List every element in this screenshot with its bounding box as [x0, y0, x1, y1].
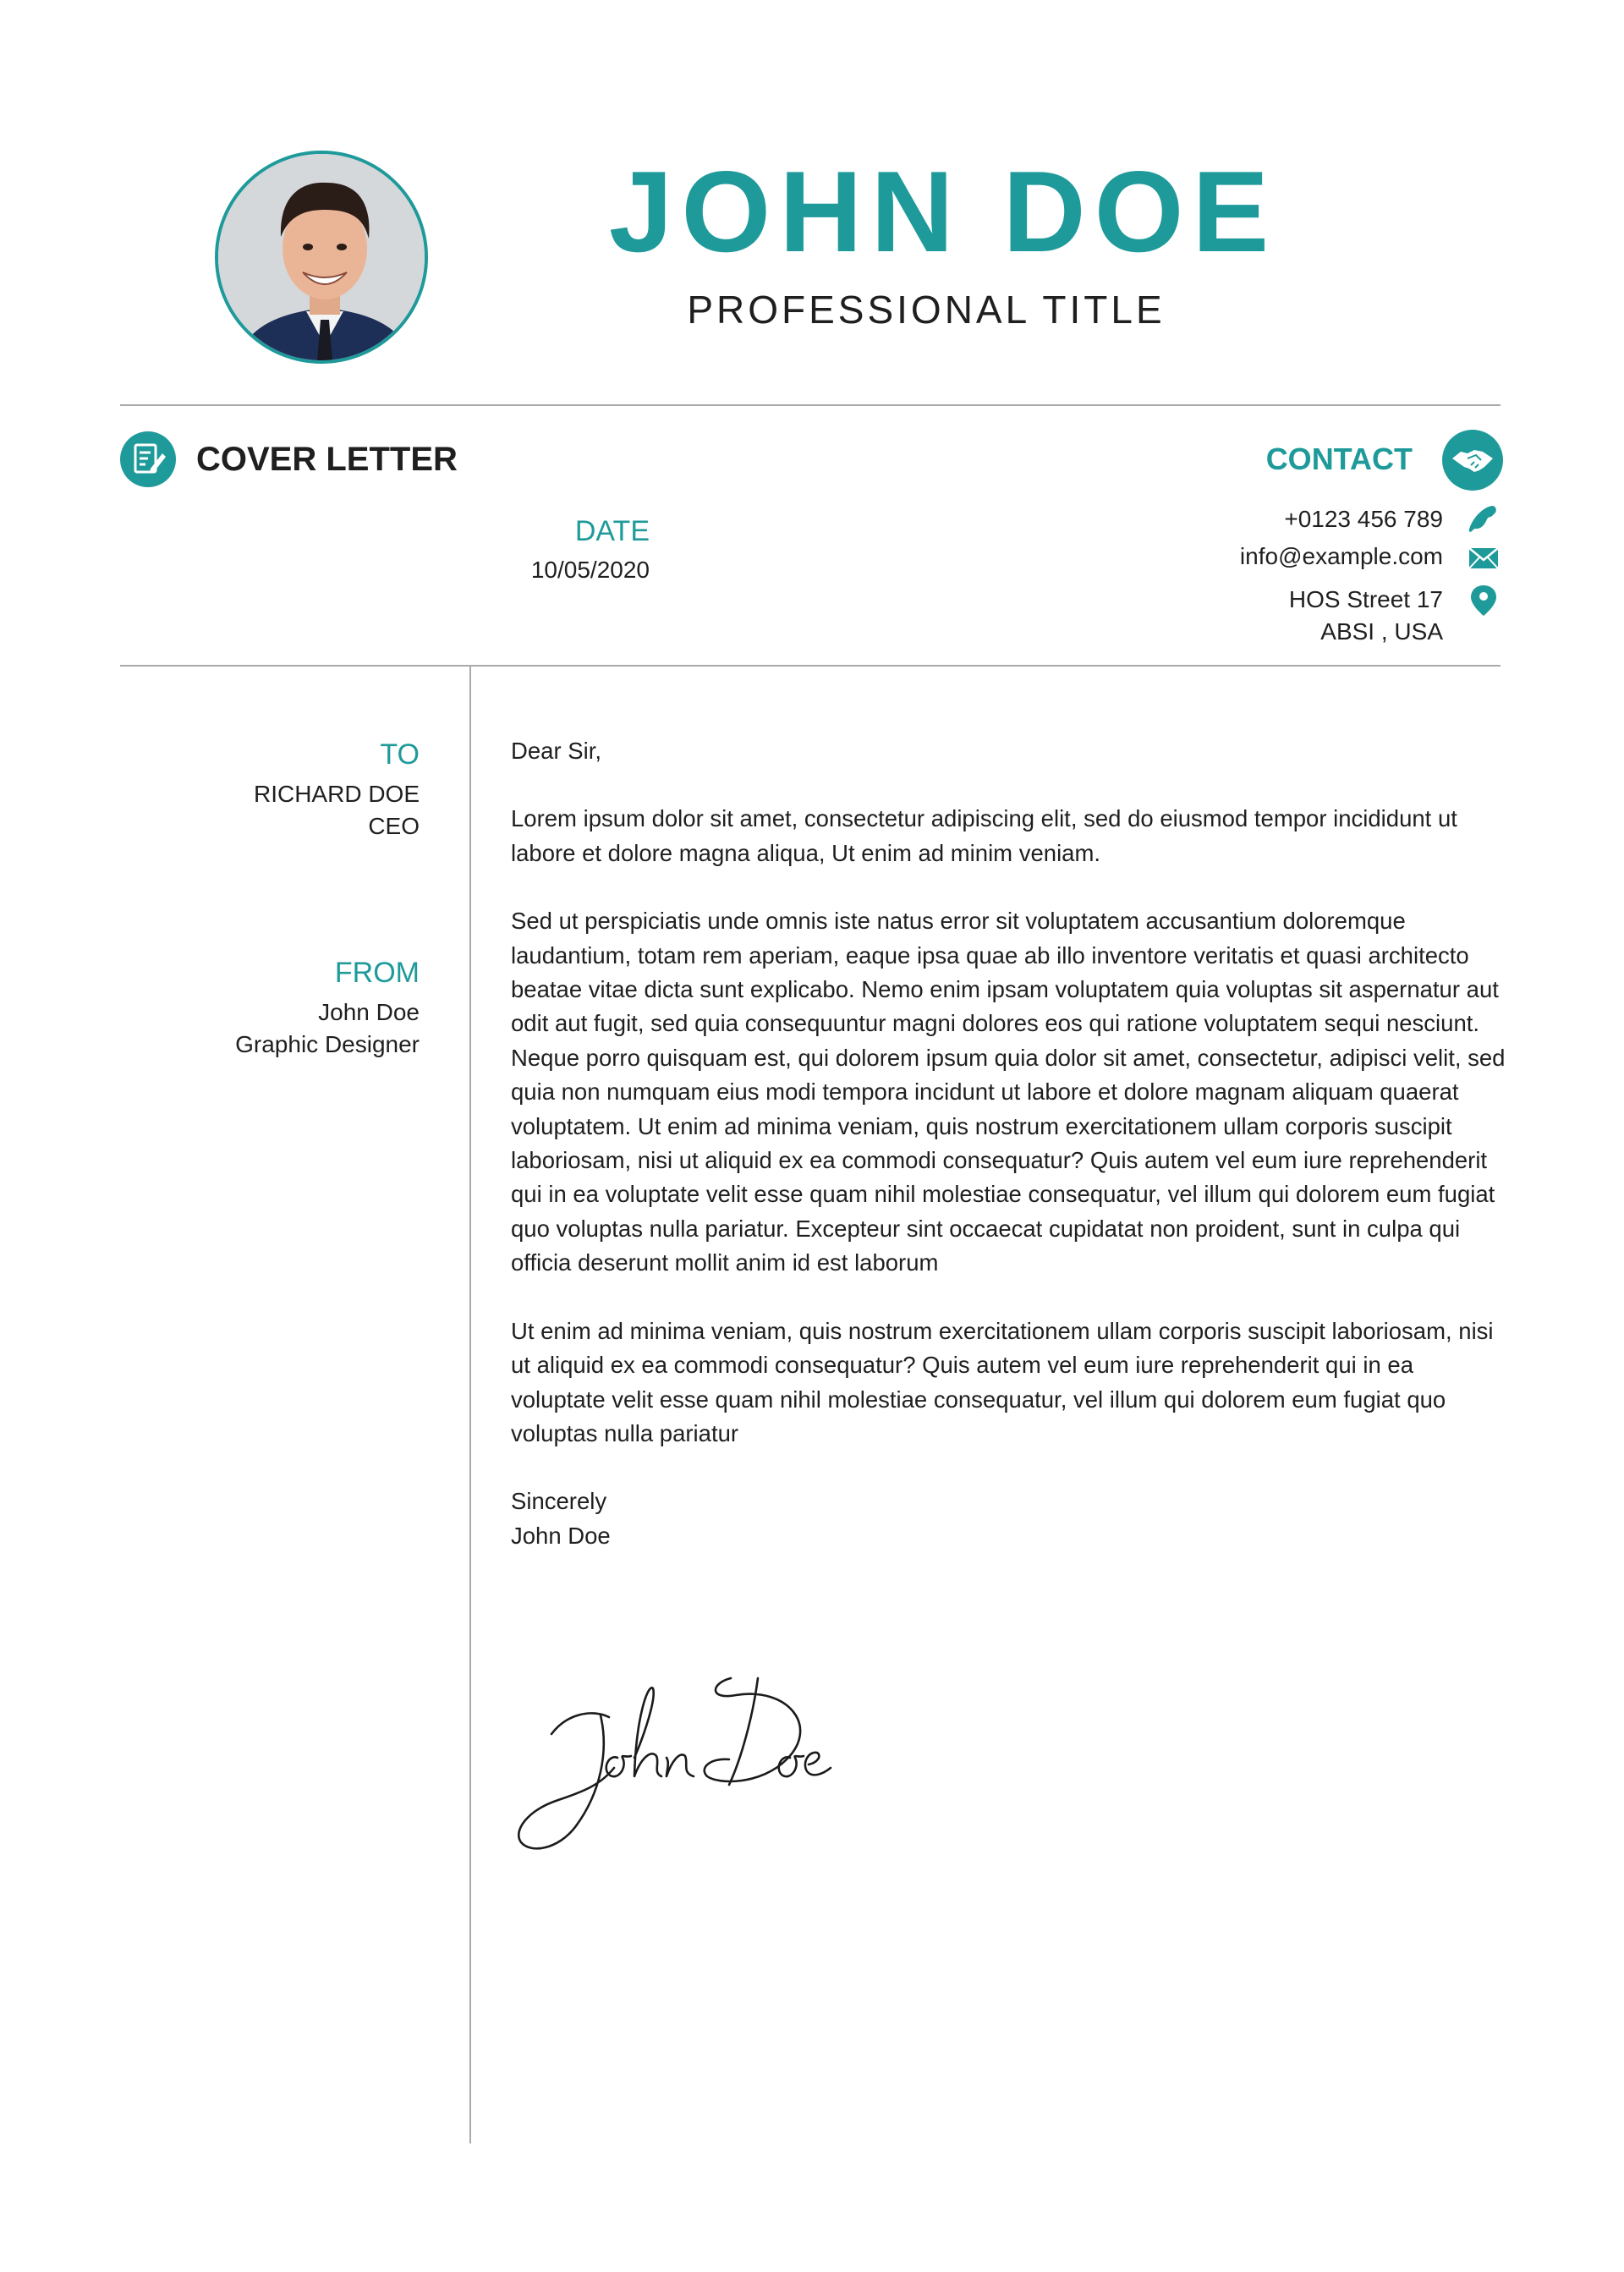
handwritten-signature [508, 1658, 905, 1861]
address-line-1: HOS Street 17 [1288, 586, 1443, 612]
email-address[interactable]: info@example.com [1239, 543, 1443, 569]
phone-number[interactable]: +0123 456 789 [1284, 506, 1443, 532]
letter-paragraph: Ut enim ad minima veniam, quis nostrum exercitationem ullam corporis suscipit laboriosam, nisi ut aliquid ex ea commodi consequatur? Quis autem vel eum iure reprehenderit qui in ea voluptate velit esse quam nihil molestiae consequatur, vel illum qui dolorem eum fugiat quo voluptas nulla pariatur [511, 1317, 1494, 1446]
recipient-role: CEO [368, 813, 420, 839]
professional-title: PROFESSIONAL TITLE [687, 288, 1166, 332]
from-label: FROM [334, 957, 420, 989]
letter-salutation: Dear Sir, [511, 738, 601, 764]
column-divider [469, 667, 471, 2143]
person-portrait-icon [218, 154, 428, 364]
sender-name: John Doe [318, 999, 420, 1025]
letter-body [511, 734, 1509, 1553]
document-edit-icon [120, 431, 176, 487]
map-pin-icon [1467, 584, 1501, 617]
letter-closing-name: John Doe [511, 1522, 611, 1549]
address-line-2: ABSI , USA [1320, 618, 1443, 645]
contact-divider [120, 665, 1501, 667]
letter-paragraph: Sed ut perspiciatis unde omnis iste natus error sit voluptatem accusantium doloremque laudantium, totam rem aperiam, eaque ipsa quae ab illo inventore veritatis et quasi architecto beatae vitae dicta sunt explicabo. Nemo enim ipsam voluptatem quia voluptas sit aspernatur aut odit aut fugit, sed quia consequuntur magni dolores eos qui ratione voluptatem sequi nesciunt. Neque porro quisquam est, qui dolorem ipsum quia dolor sit amet, consectetur, adipisci velit, sed quia non numquam eius modi tempora incidunt ut labore et dolore magnam aliquam quaerat voluptatem. Ut enim ad minima veniam, quis nostrum exercitationem ullam corporis suscipit laboriosam, nisi ut aliquid ex ea commodi consequatur? Quis autem vel eum iure reprehenderit qui in ea voluptate velit esse quam nihil molestiae consequatur, vel illum qui dolorem eum fugiat quo voluptas nulla pariatur. Excepteur sint occaecat cupidatat non proident, sunt in culpa qui officia deserunt mollit anim id est laborum [511, 908, 1506, 1276]
candidate-name: JOHN DOE [608, 147, 1278, 276]
phone-icon [1467, 502, 1501, 536]
date-label: DATE [574, 515, 650, 547]
cover-letter-heading: COVER LETTER [196, 441, 458, 478]
letter-paragraph: Lorem ipsum dolor sit amet, consectetur adipiscing elit, sed do eiusmod tempor incididunt ut labore et dolore magna aliqua, Ut enim ad minim veniam. [511, 805, 1457, 866]
letter-closing: Sincerely [511, 1488, 607, 1515]
sender-role: Graphic Designer [235, 1031, 420, 1057]
handshake-icon [1442, 430, 1503, 491]
profile-photo [215, 151, 428, 364]
envelope-icon [1467, 541, 1501, 575]
recipient-name: RICHARD DOE [253, 781, 420, 807]
header-divider [120, 404, 1501, 406]
date-value: 10/05/2020 [530, 557, 650, 583]
to-label: TO [380, 738, 420, 771]
contact-heading: CONTACT [1265, 442, 1413, 476]
